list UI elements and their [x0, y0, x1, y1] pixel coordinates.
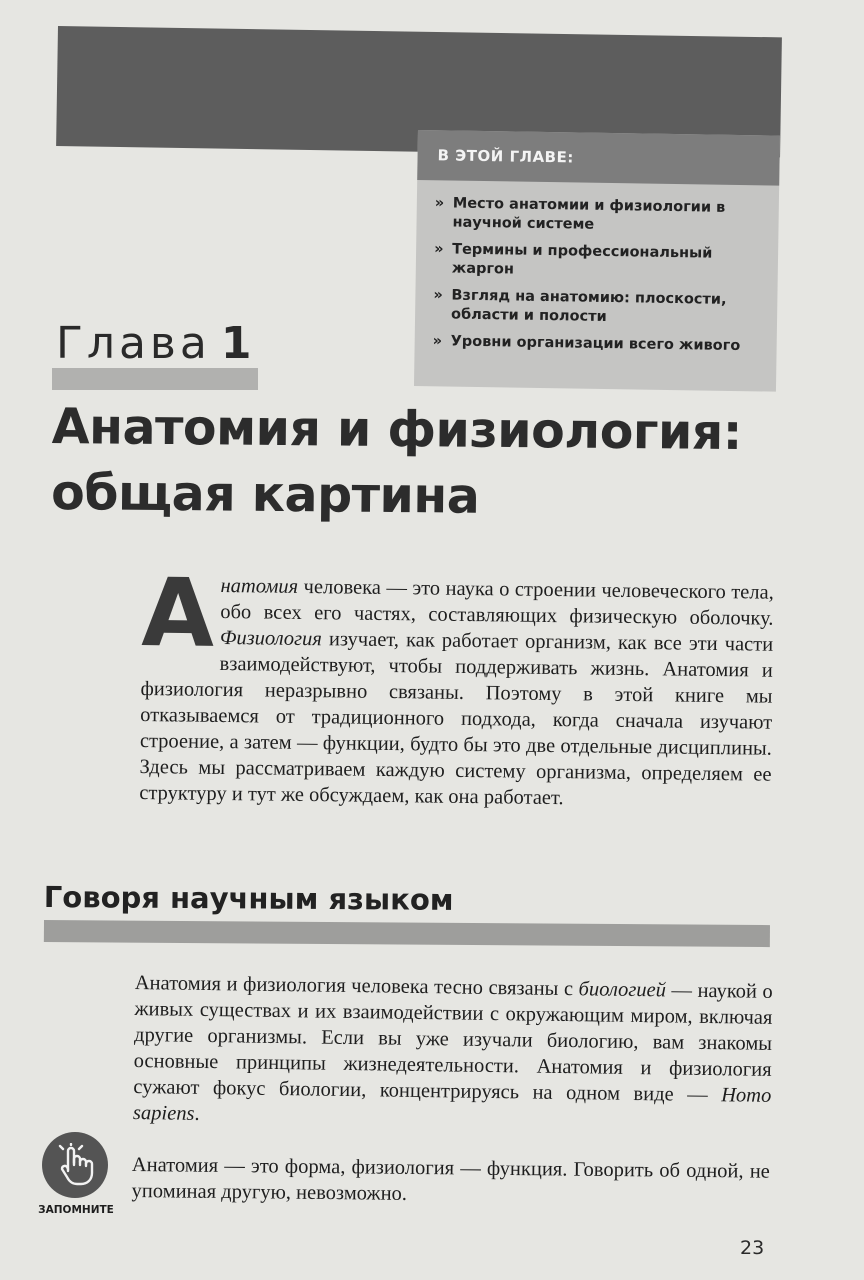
term-physiology: Физиология: [219, 626, 323, 651]
bullet-icon: »: [434, 241, 444, 258]
chapter-title-line: Анатомия и физиология:: [51, 397, 743, 462]
body-paragraph: Анатомия и физиология человека тесно связаны с биологией — наукой о живых существах и их взаимодействии с окружающим миром, включая другие организмы. Если вы уже изучали биологию, вам знакомы основные принципы жизнедеятельности. Анатомия и физиология сужают фокус биологии, концентрируясь на одном виде — Homo sapiens.: [132, 971, 773, 1125]
list-item: » Место анатомии и физиологии в научной системе: [434, 195, 726, 233]
term-biology: биологией: [578, 978, 667, 1002]
in-this-chapter-list: [415, 180, 780, 357]
remember-text: Анатомия — это форма, физиология — функция. Говорить об одной, не упоминая другую, невозможно.: [131, 1153, 770, 1205]
drop-cap: А: [140, 559, 215, 669]
chapter-title: [51, 394, 792, 532]
term-anatomy: натомия: [220, 574, 299, 598]
bullet-icon: »: [433, 287, 443, 304]
list-item: » Термины и профессиональный жаргон: [434, 241, 713, 278]
section-heading-underline: [44, 920, 770, 947]
remember-label: ЗАПОМНИТЕ: [38, 1204, 114, 1216]
chapter-label: [56, 318, 255, 378]
in-this-chapter-box: [414, 130, 780, 392]
chapter-title-line: общая картина: [50, 463, 480, 525]
pointing-hand-icon: [42, 1132, 108, 1198]
bullet-icon: »: [432, 333, 443, 350]
list-item: » Уровни организации всего живого: [432, 333, 741, 355]
term-homo-sapiens: Homo sapiens: [132, 1084, 772, 1125]
bullet-icon: »: [434, 195, 445, 212]
list-item: » Взгляд на анатомию: плоскости, области и полости: [433, 287, 727, 325]
chapter-number: 1: [220, 318, 256, 369]
hand-icon-svg: [55, 1143, 95, 1187]
page-number: 23: [740, 1237, 765, 1259]
chapter-word: Глава: [56, 318, 211, 369]
in-this-chapter-heading: В ЭТОЙ ГЛАВЕ:: [417, 130, 780, 186]
section-heading: Говоря научным языком: [43, 880, 454, 917]
intro-paragraph: Анатомия человека — это наука о строении человеческого тела, обо всех его частях, составляющих физическую оболочку. Физиология изучает, как работает организм, как все эти части взаимодействуют, чтобы поддерживать жизнь. Анатомия и физиология неразрывно связаны. Поэтому в этой книге мы отказываемся от традиционного подхода, когда сначала изучают строение, а затем — функции, будто бы это две отдельные дисциплины. Здесь мы рассматриваем каждую систему организма, определяем ее структуру и тут же обсуждаем, как она работает.: [139, 559, 774, 810]
